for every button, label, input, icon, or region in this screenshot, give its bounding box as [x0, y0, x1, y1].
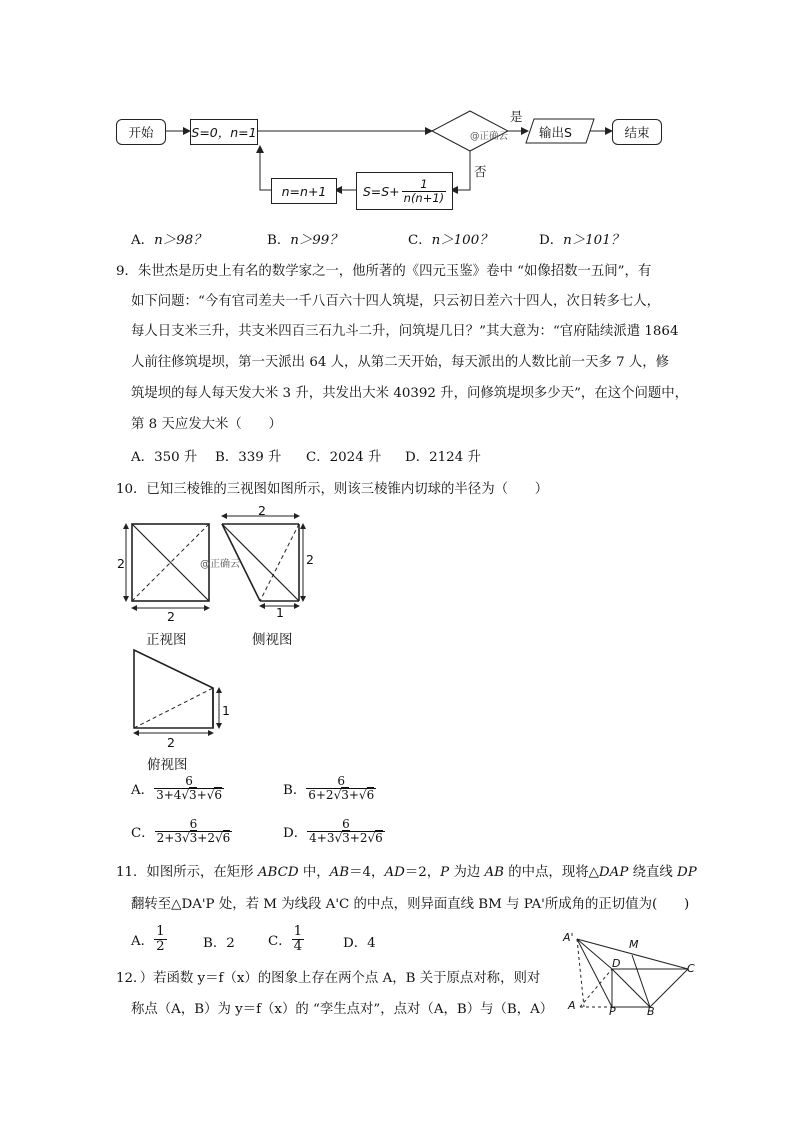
q9-line: 人前往修筑堤坝，第一天派出 64 人，从第二天开始，每天派出的人数比前一天多 7 人，修	[131, 355, 670, 370]
option-fraction: $\frac{1}{2}$	[156, 924, 165, 955]
no-label: 否	[474, 164, 487, 179]
fig-label-p: P	[609, 1005, 616, 1018]
option-text: 339 升	[238, 450, 282, 465]
option-letter: B．	[267, 233, 291, 248]
option-fraction: $\frac{1}{4}$	[293, 924, 303, 955]
top-view-label: 俯视图	[147, 757, 188, 773]
q10-option-d[interactable]	[283, 818, 385, 844]
fig-label-b: B	[647, 1005, 655, 1018]
q10-stem: 10．已知三棱锥的三视图如图所示，则该三棱锥内切球的半径为（ ）	[116, 482, 549, 497]
option-letter: D．	[539, 233, 564, 248]
fig-label-c: C	[687, 962, 695, 975]
fraction-den: 3+4√3+√6	[156, 787, 223, 802]
q11-option-c[interactable]	[268, 925, 304, 954]
option-letter: A．	[131, 233, 155, 248]
option-letter: C．	[306, 450, 330, 465]
start-terminal	[116, 119, 166, 145]
q9-line: 9．朱世杰是历史上有名的数学家之一，他所著的《四元玉鉴》卷中 “如像招数一五间”，有	[116, 264, 652, 279]
q12-line-2: 称点（A，B）为 y＝f（x）的 “孪生点对”，点对（A，B）与（B，A）	[131, 1002, 554, 1017]
side-bottom-label: 1	[276, 605, 284, 620]
update-s-box	[356, 172, 453, 210]
q9-option-a[interactable]	[131, 446, 197, 465]
q9-option-b[interactable]	[215, 446, 281, 465]
option-letter: B．	[203, 936, 227, 951]
option-fraction	[306, 775, 376, 801]
q8-option-c[interactable]	[408, 229, 493, 248]
option-fraction	[307, 818, 385, 844]
top-view	[134, 650, 219, 733]
init-box	[190, 119, 258, 145]
fraction-den: 4+3√3+2√6	[309, 830, 383, 845]
q11-line-1: 11．如图所示，在矩形 ABCD 中，AB＝4，AD＝2，P 为边 AB 的中点，现将△DAP 绕直线 DP	[116, 865, 697, 880]
option-text: n＞98？	[154, 233, 207, 248]
update-n-box	[271, 178, 337, 204]
q9-line: 如下问题：“今有官司差夫一千八百六十四人筑堤，只云初日差六十四人，次日转多七人，	[131, 294, 661, 309]
option-fraction	[155, 818, 233, 844]
decision-watermark: @正确云	[470, 131, 509, 142]
option-text: 2024 升	[329, 450, 382, 465]
option-letter: B．	[283, 782, 307, 798]
q9-line: 第 8 天应发大米（ ）	[131, 417, 282, 432]
top-h-label: 1	[222, 703, 230, 718]
option-text: n＞100？	[431, 233, 493, 248]
q10-option-a[interactable]	[131, 775, 224, 801]
q11-option-b[interactable]	[203, 932, 235, 951]
fraction-num: 6	[337, 774, 346, 788]
fraction-den: 2+3√3+2√6	[156, 830, 231, 845]
option-letter: D．	[405, 450, 430, 465]
start-label: 开始	[128, 125, 154, 140]
side-view-label: 侧视图	[252, 632, 293, 648]
option-letter: D．	[283, 825, 308, 841]
q9-line: 筑堤坝的每人每天发大米 3 升，共发出大米 40392 升，问修筑堤坝多少天”，在这个问题中，	[131, 386, 689, 401]
option-text: 350 升	[154, 450, 198, 465]
init-label: S=0，n=1	[191, 125, 257, 140]
q9-line: 每人日支米三升，共支米四百三石九斗二升，问筑堤几日？”其大意为：“官府陆续派遣 1864	[131, 324, 679, 339]
front-view	[126, 524, 209, 608]
end-label: 结束	[624, 125, 650, 140]
fig-label-a1: A'	[563, 931, 574, 944]
yes-label: 是	[510, 109, 523, 124]
update-s-fraction	[402, 178, 447, 203]
option-text: 4	[367, 936, 376, 951]
fraction-num: 6	[185, 774, 193, 788]
front-view-label: 正视图	[146, 632, 187, 648]
front-w-label: 2	[167, 609, 175, 624]
update-s-num: 1	[420, 177, 428, 192]
fraction-num: 6	[189, 817, 198, 831]
side-top-label: 2	[258, 503, 266, 518]
side-right-label: 2	[306, 552, 314, 567]
side-watermark: @正确云	[200, 559, 240, 570]
update-n-label: n=n+1	[281, 183, 327, 199]
q12-line-1: 12．）若函数 y＝f（x）的图象上存在两个点 A，B 关于原点对称，则对	[116, 971, 541, 986]
q10-option-b[interactable]	[283, 775, 376, 801]
q9-option-c[interactable]	[306, 446, 381, 465]
fraction-num: 6	[342, 817, 350, 831]
q11-option-a[interactable]	[131, 925, 167, 954]
option-letter: A．	[131, 934, 155, 950]
update-s-den: n(n+1)	[403, 190, 445, 205]
q8-option-d[interactable]	[539, 229, 624, 248]
option-letter: C．	[131, 825, 155, 841]
fraction-den: 6+2√3+√6	[308, 787, 375, 802]
q8-option-b[interactable]	[267, 229, 343, 248]
option-text: n＞99？	[290, 233, 343, 248]
output-label: 输出S	[539, 125, 572, 140]
top-w-label: 2	[167, 735, 175, 750]
q11-line-2: 翻转至△DA'P 处，若 M 为线段 A'C 的中点，则异面直线 BM 与 PA'所成角的正切值为( )	[131, 897, 690, 912]
front-h-label: 2	[117, 556, 125, 571]
q9-option-d[interactable]	[405, 446, 481, 465]
option-text: 2	[226, 936, 235, 951]
option-letter: A．	[131, 782, 155, 798]
q11-option-d[interactable]	[343, 932, 376, 951]
q8-option-a[interactable]	[131, 229, 207, 248]
fig-label-m: M	[629, 938, 639, 951]
option-letter: C．	[408, 233, 432, 248]
option-text: 2124 升	[429, 450, 481, 465]
option-text: n＞101？	[563, 233, 625, 248]
end-terminal	[612, 119, 662, 145]
option-letter: B．	[215, 450, 239, 465]
update-s-label: S=S+	[362, 183, 400, 199]
fig-label-a: A	[568, 999, 576, 1012]
option-letter: C．	[268, 934, 292, 950]
three-view-figure	[110, 500, 330, 765]
option-letter: A．	[131, 450, 155, 465]
option-fraction	[154, 775, 224, 801]
fig-label-d: D	[612, 957, 621, 970]
option-letter: D．	[343, 936, 368, 951]
q10-option-c[interactable]	[131, 818, 232, 844]
